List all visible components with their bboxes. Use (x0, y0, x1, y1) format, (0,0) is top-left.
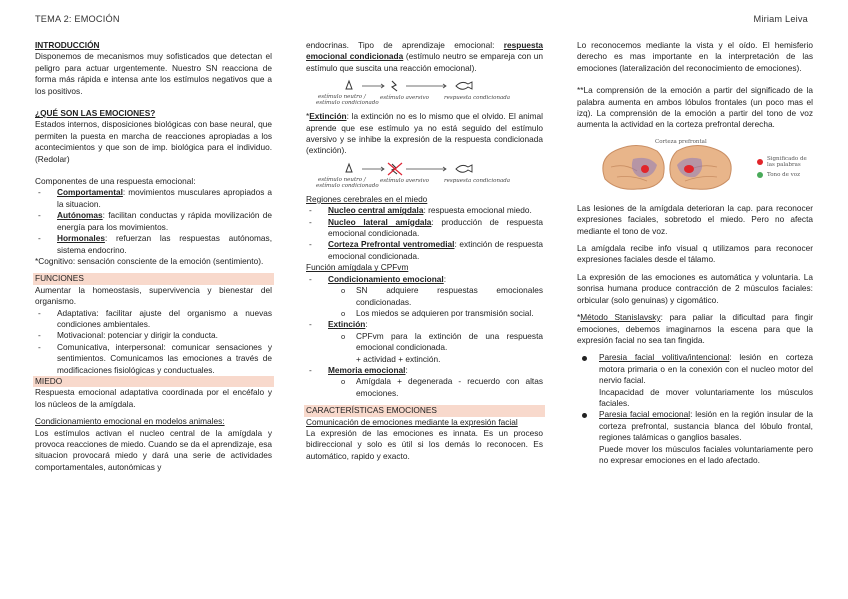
list-item: - Condicionamiento emocional: (306, 274, 543, 285)
section-caract-title: CARACTERÍSTICAS EMOCIONES (304, 405, 545, 416)
response-icon (456, 82, 472, 89)
column-2 (306, 40, 543, 462)
diagram-label: estímulo neutro / (318, 176, 366, 183)
sub-item: o CPFvm para la extinción de una respuesta emocional condicionada. (306, 331, 543, 354)
list-item: - Comunicativa, interpersonal: comunicar sensaciones y sentimientos. Comunicamos las emociones a través de modificaciones fisiológicas y conductuales. (35, 342, 272, 376)
list-item: - Autónomas: facilitan conductas y rápida movilización de energía para los movimientos. (35, 210, 272, 233)
para-5: La expresión de las emociones es automática y voluntaria. La sonrisa humana produce contracción de 2 músculos faciales: orbicular (solo genuinas) y cigomático. (577, 271, 813, 305)
response-icon (456, 165, 472, 172)
que-text: Estados internos, disposiciones biológicas con base neural, que permiten la puesta en marcha de reacciones apropiadas a los acontecimientos y que son de imp. biológica para el individuo. (Redolar) (35, 119, 272, 164)
funcion-list (306, 274, 543, 285)
list-item: - Adaptativa: facilitar ajuste del organismo a nuevas condiciones ambientales. (35, 308, 272, 331)
sub-item-extra: + actividad + extinción. (356, 353, 441, 364)
arrow-icon (362, 84, 384, 88)
column-3 (577, 40, 813, 466)
conditioning-diagram (306, 77, 543, 107)
section-que-title: ¿QUÉ SON LAS EMOCIONES? (35, 108, 156, 119)
paresia-emocional-extra: Puede mover los músculos faciales voluntariamente pero no expresar emociones en el lado afectado. (599, 443, 813, 465)
list-item: - Comportamental: movimientos musculares apropiados a la situacion. (35, 187, 272, 210)
conditioning-text: Los estímulos activan el nucleo central de la amígdala y provoca reacciones de miedo. Cuando se da el aprendizaje, esa situacion provocará miedo y dará una serie de actividades comportamentales, autonómicas y (35, 427, 272, 472)
section-miedo-title: MIEDO (33, 376, 274, 387)
regiones-list (306, 205, 543, 262)
funcion-title: Función amígdala y CPFvm (306, 262, 409, 273)
list-item: - Memoria emocional: (306, 365, 543, 376)
conditioning-title: Condicionamiento emocional en modelos animales: (35, 416, 225, 427)
section-funciones-title: FUNCIONES (33, 273, 274, 284)
para-3: Las lesiones de la amígdala deterioran la cap. para reconocer expresiones faciales, sobretodo el miedo. Pero no afecta mediante el tono de voz. (577, 202, 813, 236)
funcion-list (306, 319, 543, 330)
paresia-volitiva: Paresia facial volitiva/intencional: lesión en corteza motora primaria o en la conexión con el nucleo motor del nervio facial. (577, 352, 813, 386)
brain-figure (577, 137, 813, 197)
funcion-list (306, 365, 543, 376)
list-item: - Nucleo central amígdala: respuesta emocional miedo. (306, 205, 543, 216)
brain-caption: Corteza prefrontal (655, 138, 707, 145)
comunicacion-title: Comunicación de emociones mediante la expresión facial (306, 416, 518, 427)
paresia-emocional: Paresia facial emocional: lesión en la región insular de la corteza prefrontal, sustancia blanca del lóbulo frontal, regiones talámicas o ganglios basales. (577, 409, 813, 443)
sub-item: o Amígdala + degenerada - recuerdo con altas emociones. (306, 376, 543, 399)
legend-label: Tono de voz (767, 171, 800, 178)
bell-icon (346, 164, 352, 172)
column-1 (35, 40, 272, 473)
comunicacion-text: La expresión de las emociones es innata. Es un proceso bidireccional y solo es útil si los demás lo reconocen. Es automático, rapido y exacto. (306, 427, 543, 461)
regiones-title: Regiones cerebrales en el miedo (306, 193, 428, 204)
arrow-icon (406, 84, 446, 88)
list-item: - Extinción: (306, 319, 543, 330)
diagram-label: respuesta condicionada (444, 177, 511, 184)
miedo-text: Respuesta emocional adaptativa coordinada por el encéfalo y los núcleos de la amígdala. (35, 387, 272, 409)
list-item: - Motivacional: potenciar y dirigir la conducta. (35, 330, 272, 341)
bell-icon (346, 81, 352, 89)
sub-item: o SN adquiere respuestas emocionales condicionadas. (306, 285, 543, 308)
para-6: *Método Stanislavsky: para paliar la dificultad para fingir emociones, debemos imaginarnos la escena para que la expresión facial no sea tan fingida. (577, 312, 814, 345)
diagram-label: estímulo aversivo (380, 95, 429, 102)
sub-item: o Los miedos se adquieren por transmisión social. (306, 308, 543, 319)
funciones-text: Aumentar la homeostasis, supervivencia y bienestar del organismo. (35, 284, 272, 307)
para-2: **La comprensión de la emoción a partir del significado de la palabra aumenta en ambos lóbulos frontales (un poco mas el izq). La comprensión de la emoción a partir del tono de voz aumenta la actividad en la corteza prefrontal derecha. (577, 85, 813, 130)
diagram-label: estímulo neutro / (318, 94, 366, 101)
components-list (35, 187, 272, 255)
conditioning-continued: endocrinas. Tipo de aprendizaje emocional: respuesta emocional condicionada (estímulo neutro se empareja con un estímulo que suscita una reacción emocional). (306, 40, 543, 73)
para-4: La amígdala recibe info visual q utilizamos para reconocer expresiones faciales desde el tálamo. (577, 243, 813, 265)
list-item: - Nucleo lateral amígdala: producción de respuesta emocional condicionada. (306, 217, 543, 240)
extincion-text: *Extinción: la extinción no es lo mismo que el olvido. El animal aprende que ese estímulo ya no está seguido del estímulo aversivo y se inhibe la expresión de la respuesta condicionada (extinción). (306, 111, 543, 156)
para-1: Lo reconocemos mediante la vista y el oído. El hemisferio derecho es mas importante en la interpretación de las emociones (lateralización del reconocimiento de emociones). (577, 40, 813, 73)
section-intro-title: INTRODUCCIÓN (35, 40, 100, 50)
legend-label: Significado de las palabras (767, 155, 807, 168)
diagram-label: respuesta condicionada (444, 95, 511, 102)
arrow-icon (406, 167, 446, 171)
shock-icon (392, 81, 397, 91)
funciones-list (35, 308, 272, 376)
list-item: - Hormonales: refuerzan las respuestas autónomas, sistema endocrino. (35, 233, 272, 256)
components-intro: Componentes de una respuesta emocional: (35, 176, 196, 187)
diagram-label: estímulo aversivo (380, 177, 429, 184)
arrow-icon (362, 167, 384, 171)
header-author: Miriam Leiva (753, 14, 808, 24)
diagram-label: estímulo condicionado (316, 182, 379, 189)
extinction-diagram (306, 160, 543, 190)
header-title: TEMA 2: EMOCIÓN (35, 14, 120, 24)
intro-text: Disponemos de mecanismos muy sofisticados que detectan el peligro para actuar urgentemente. Nuestro SN reacciona de forma más rápida e intensa ante los estímulos negativos que a los positivos. (35, 51, 272, 96)
cognitivo-note: *Cognitivo: sensación consciente de la emoción (sentimiento). (35, 255, 264, 266)
cross-icon (388, 163, 402, 175)
list-item: - Corteza Prefrontal ventromedial: extinción de respuesta emocional condicionada. (306, 239, 543, 262)
diagram-label: estímulo condicionado (316, 100, 379, 107)
paresia-volitiva-extra: Incapacidad de mover voluntariamente los músculos faciales. (599, 386, 813, 408)
